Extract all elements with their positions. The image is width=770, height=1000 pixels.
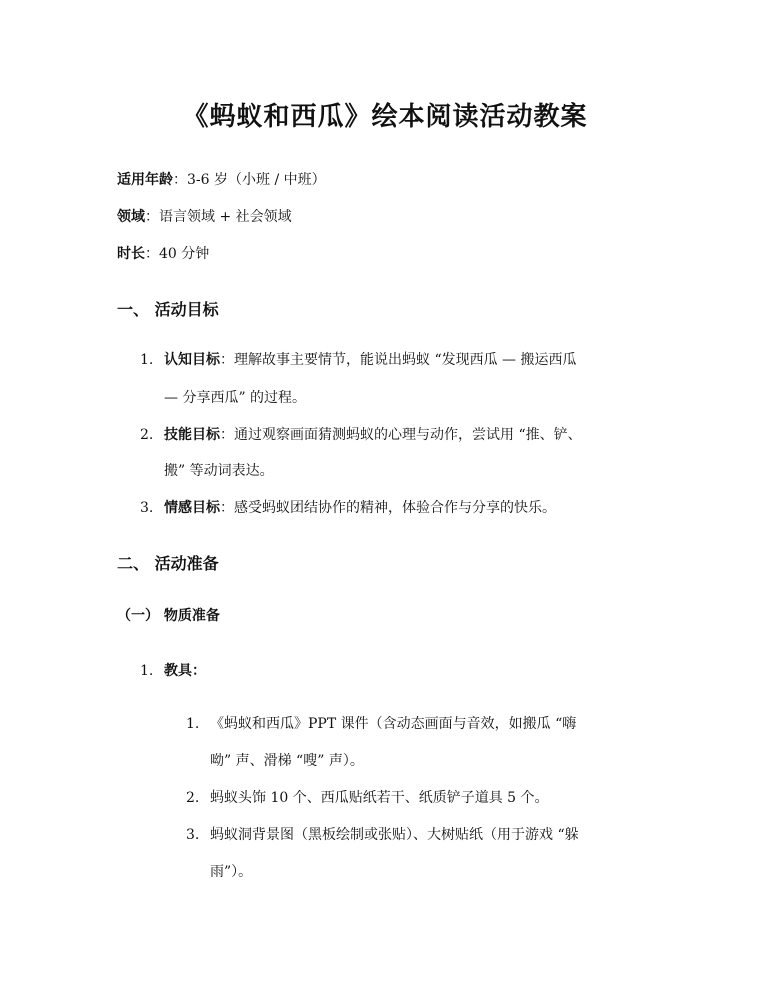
label-colon: ： <box>220 427 234 443</box>
list-number: 3. <box>186 827 200 843</box>
meta-duration <box>117 243 209 263</box>
meta-age-label: 适用年龄 <box>117 172 173 188</box>
list-number: 2. <box>186 790 200 806</box>
objective-label: 技能目标 <box>164 427 220 443</box>
tool-item-2 <box>186 787 549 807</box>
meta-age <box>117 169 326 189</box>
list-number: 1. <box>140 352 154 368</box>
section2-heading: 二、 活动准备 <box>117 554 219 573</box>
meta-colon: ： <box>173 172 187 188</box>
meta-colon: ： <box>145 246 159 262</box>
meta-duration-value: 40 分钟 <box>159 246 210 262</box>
tool-text: 蚂蚁头饰 10 个、西瓜贴纸若干、纸质铲子道具 5 个。 <box>210 790 549 806</box>
meta-age-value: 3-6 岁（小班 / 中班） <box>187 172 326 188</box>
objective-text: 通过观察画面猜测蚂蚁的心理与动作，尝试用 “推、铲、 <box>234 427 582 443</box>
tool-item-3-cont: 雨”）。 <box>210 864 253 880</box>
tool-item-1 <box>186 713 576 733</box>
objective-text: 感受蚂蚁团结协作的精神，体验合作与分享的快乐。 <box>234 500 556 516</box>
meta-domain-value: 语言领域 + 社会领域 <box>159 209 292 225</box>
list-number: 1. <box>186 716 200 732</box>
tool-item-3 <box>186 824 579 844</box>
tool-text: 《蚂蚁和西瓜》PPT 课件（含动态画面与音效，如搬瓜 “嗨 <box>210 716 577 732</box>
tools-label: 教具： <box>164 663 206 679</box>
document-title: 《蚂蚁和西瓜》绘本阅读活动教案 <box>182 102 588 132</box>
label-colon: ： <box>220 352 234 368</box>
label-colon: ： <box>220 500 234 516</box>
objective-item-2 <box>140 424 582 444</box>
list-number: 2. <box>140 427 154 443</box>
meta-domain-label: 领域 <box>117 209 145 225</box>
objective-label: 情感目标 <box>164 500 220 516</box>
objective-item-3 <box>140 497 556 517</box>
list-number: 1. <box>140 663 154 679</box>
subsection-heading: （一） 物质准备 <box>117 608 220 624</box>
section1-heading: 一、 活动目标 <box>117 300 219 319</box>
objective-item-1 <box>140 349 577 369</box>
objective-item-2-cont: 搬” 等动词表达。 <box>164 463 274 479</box>
tool-text: 蚂蚁洞背景图（黑板绘制或张贴）、大树贴纸（用于游戏 “躲 <box>210 827 579 843</box>
list-number: 3. <box>140 500 154 516</box>
objective-item-1-cont: — 分享西瓜” 的过程。 <box>164 390 307 406</box>
tools-heading <box>140 660 206 680</box>
meta-domain <box>117 206 292 226</box>
meta-colon: ： <box>145 209 159 225</box>
objective-label: 认知目标 <box>164 352 220 368</box>
objective-text: 理解故事主要情节，能说出蚂蚁 “发现西瓜 — 搬运西瓜 <box>234 352 577 368</box>
tool-item-1-cont: 呦” 声、滑梯 “嗖” 声）。 <box>210 753 364 769</box>
meta-duration-label: 时长 <box>117 246 145 262</box>
